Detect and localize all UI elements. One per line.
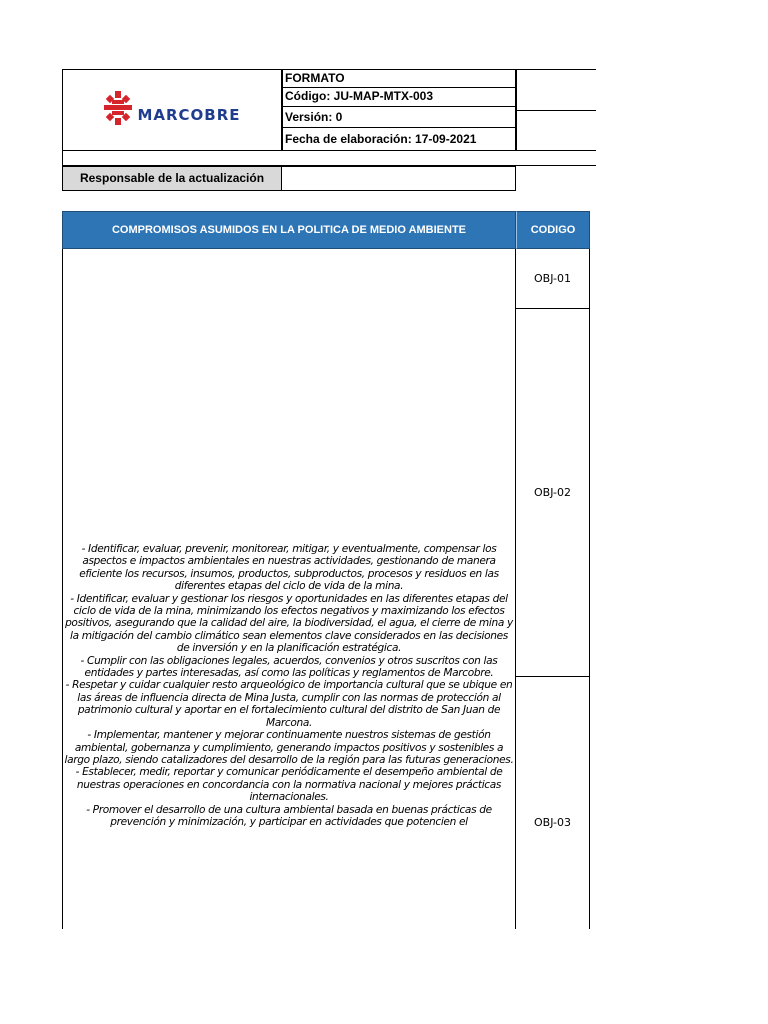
code-label: OBJ-03 — [533, 815, 572, 829]
responsible-value[interactable] — [282, 166, 516, 191]
marcobre-emblem-icon — [103, 90, 133, 126]
header-right-cell — [516, 69, 596, 111]
logo-cell — [62, 69, 282, 151]
company-logo — [103, 90, 240, 126]
document-code: Código: JU-MAP-MTX-003 — [282, 88, 516, 107]
code-label: OBJ-02 — [533, 486, 572, 499]
commitment-item: - Respetar y cuidar cualquier resto arqueológico de importancia cultural que se ubique en las áreas de influencia directa de Mina Justa, cumplir con las normas de protección al patrimonio cultural y aportar en el fortalecimiento cultural del distrito de San Juan de Marcona. — [65, 679, 513, 729]
code-cell-obj-03 — [516, 677, 590, 967]
code-cell-obj-02 — [516, 309, 590, 677]
code-label: OBJ-01 — [533, 272, 572, 285]
spacer-row — [62, 151, 596, 166]
responsible-label: Responsable de la actualización — [62, 166, 282, 191]
code-column-header: CODIGO — [516, 211, 590, 249]
commitments-text — [63, 543, 515, 828]
commitment-item: - Establecer, medir, reportar y comunicar periódicamente el desempeño ambiental de nuestras operaciones en concordancia con la normativa nacional y mejores prácticas internacionales. — [75, 766, 503, 804]
company-logo-text: MARCOBRE — [137, 106, 241, 124]
document-date: Fecha de elaboración: 17-09-2021 — [282, 128, 516, 151]
commitment-item: - Promover el desarrollo de una cultura ambiental basada en buenas prácticas de prevención y minimización, y participar en actividades que potencien el — [86, 803, 492, 828]
document-version: Versión: 0 — [282, 107, 516, 128]
commitment-item: - Cumplir con las obligaciones legales, acuerdos, convenios y otros suscritos con las entidades y partes interesadas, así como las políticas y reglamentos de Marcobre. — [80, 654, 498, 680]
header-right-cell — [516, 110, 596, 151]
commitment-item: - Identificar, evaluar y gestionar los riesgos y oportunidades en las diferentes etapas del ciclo de vida de la mina, minimizando los efectos negativos y maximizando los efectos positivos, asegurando que la calidad del aire, la biodiversidad, el agua, el cierre de mina y la mitigación del cambio climático sean elementos clave considerados en las decisiones de inversión y en la planificación estratégica. — [65, 592, 513, 655]
commitments-cell — [62, 249, 516, 949]
format-title: FORMATO — [282, 69, 516, 88]
commitment-item: - Implementar, mantener y mejorar continuamente nuestros sistemas de gestión ambiental, gobernanza y cumplimiento, generando impactos positivos y sostenibles a largo plazo, siendo catalizadores del desarrollo de la región para las futuras generaciones. — [64, 729, 514, 766]
commitment-item: - Identificar, evaluar, prevenir, monitorear, mitigar, y eventualmente, compensar los aspectos e impactos ambientales en nuestras actividades, gestionando de manera eficiente los recursos, insumos, productos, subproductos, procesos y residuos en las diferentes etapas del ciclo de vida de la mina. — [79, 543, 499, 593]
page-bottom-margin — [0, 929, 768, 1024]
commitments-column-header: COMPROMISOS ASUMIDOS EN LA POLITICA DE MEDIO AMBIENTE — [62, 211, 516, 249]
code-cell-obj-01 — [516, 249, 590, 309]
